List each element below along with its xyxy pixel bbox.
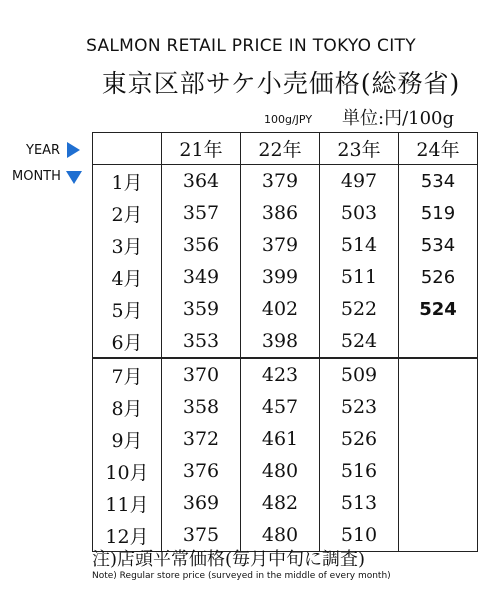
header-year-22: 22年 bbox=[241, 133, 320, 165]
month-cell: 4月 bbox=[93, 261, 162, 293]
price-cell-latest: 524 bbox=[399, 293, 478, 325]
price-cell: 526 bbox=[320, 423, 399, 455]
price-cell: 461 bbox=[241, 423, 320, 455]
price-cell: 509 bbox=[320, 358, 399, 391]
month-cell: 9月 bbox=[93, 423, 162, 455]
year-axis-label: YEAR bbox=[26, 143, 61, 158]
price-cell bbox=[399, 455, 478, 487]
price-cell: 399 bbox=[241, 261, 320, 293]
price-cell: 457 bbox=[241, 391, 320, 423]
price-cell bbox=[399, 358, 478, 391]
price-cell bbox=[399, 325, 478, 358]
price-cell: 497 bbox=[320, 165, 399, 198]
price-cell: 372 bbox=[162, 423, 241, 455]
header-year-21: 21年 bbox=[162, 133, 241, 165]
price-cell: 524 bbox=[320, 325, 399, 358]
table-header-row bbox=[93, 133, 478, 165]
price-cell: 379 bbox=[241, 165, 320, 198]
price-cell bbox=[399, 487, 478, 519]
table-row bbox=[93, 358, 478, 391]
header-corner-cell bbox=[93, 133, 162, 165]
price-cell: 510 bbox=[320, 519, 399, 552]
price-cell: 359 bbox=[162, 293, 241, 325]
month-cell: 8月 bbox=[93, 391, 162, 423]
price-cell: 357 bbox=[162, 197, 241, 229]
month-axis-label: MONTH bbox=[12, 169, 61, 184]
price-cell: 364 bbox=[162, 165, 241, 198]
price-cell: 511 bbox=[320, 261, 399, 293]
table-row bbox=[93, 423, 478, 455]
price-cell: 379 bbox=[241, 229, 320, 261]
table-row bbox=[93, 325, 478, 358]
table-row bbox=[93, 455, 478, 487]
price-cell: 526 bbox=[399, 261, 478, 293]
price-cell: 423 bbox=[241, 358, 320, 391]
price-cell: 534 bbox=[399, 165, 478, 198]
price-cell: 534 bbox=[399, 229, 478, 261]
price-cell: 358 bbox=[162, 391, 241, 423]
table-row bbox=[93, 165, 478, 198]
price-cell: 480 bbox=[241, 455, 320, 487]
japanese-title: 東京区部サケ小売価格(総務省) bbox=[101, 69, 461, 98]
table-row bbox=[93, 391, 478, 423]
arrow-right-icon bbox=[67, 142, 80, 158]
price-table bbox=[92, 132, 478, 552]
month-cell: 5月 bbox=[93, 293, 162, 325]
table-row bbox=[93, 487, 478, 519]
note-japanese: 注)店頭平常価格(毎月中旬に調査) bbox=[92, 549, 366, 570]
price-cell: 519 bbox=[399, 197, 478, 229]
month-cell: 7月 bbox=[93, 358, 162, 391]
header-year-24: 24年 bbox=[399, 133, 478, 165]
price-cell: 523 bbox=[320, 391, 399, 423]
price-cell: 402 bbox=[241, 293, 320, 325]
price-cell: 482 bbox=[241, 487, 320, 519]
month-cell: 6月 bbox=[93, 325, 162, 358]
unit-japanese: 単位:円/100g bbox=[342, 108, 455, 129]
price-cell: 376 bbox=[162, 455, 241, 487]
price-cell: 375 bbox=[162, 519, 241, 552]
header-year-23: 23年 bbox=[320, 133, 399, 165]
month-cell: 12月 bbox=[93, 519, 162, 552]
price-cell: 513 bbox=[320, 487, 399, 519]
month-cell: 3月 bbox=[93, 229, 162, 261]
unit-english: 100g/JPY bbox=[264, 113, 313, 126]
table-row bbox=[93, 229, 478, 261]
price-cell: 349 bbox=[162, 261, 241, 293]
month-cell: 1月 bbox=[93, 165, 162, 198]
note-english: Note) Regular store price (surveyed in the middle of every month) bbox=[92, 571, 391, 581]
price-cell: 522 bbox=[320, 293, 399, 325]
price-cell: 480 bbox=[241, 519, 320, 552]
month-cell: 2月 bbox=[93, 197, 162, 229]
price-cell: 356 bbox=[162, 229, 241, 261]
price-cell: 369 bbox=[162, 487, 241, 519]
price-cell: 516 bbox=[320, 455, 399, 487]
table-row bbox=[93, 261, 478, 293]
table-row bbox=[93, 293, 478, 325]
price-cell: 353 bbox=[162, 325, 241, 358]
price-cell: 370 bbox=[162, 358, 241, 391]
month-cell: 11月 bbox=[93, 487, 162, 519]
price-cell: 514 bbox=[320, 229, 399, 261]
price-cell: 386 bbox=[241, 197, 320, 229]
price-cell: 398 bbox=[241, 325, 320, 358]
month-cell: 10月 bbox=[93, 455, 162, 487]
price-cell bbox=[399, 391, 478, 423]
table-row bbox=[93, 197, 478, 229]
price-cell: 503 bbox=[320, 197, 399, 229]
price-cell bbox=[399, 423, 478, 455]
price-cell bbox=[399, 519, 478, 552]
english-title: SALMON RETAIL PRICE IN TOKYO CITY bbox=[86, 36, 416, 56]
arrow-down-icon bbox=[66, 171, 82, 184]
